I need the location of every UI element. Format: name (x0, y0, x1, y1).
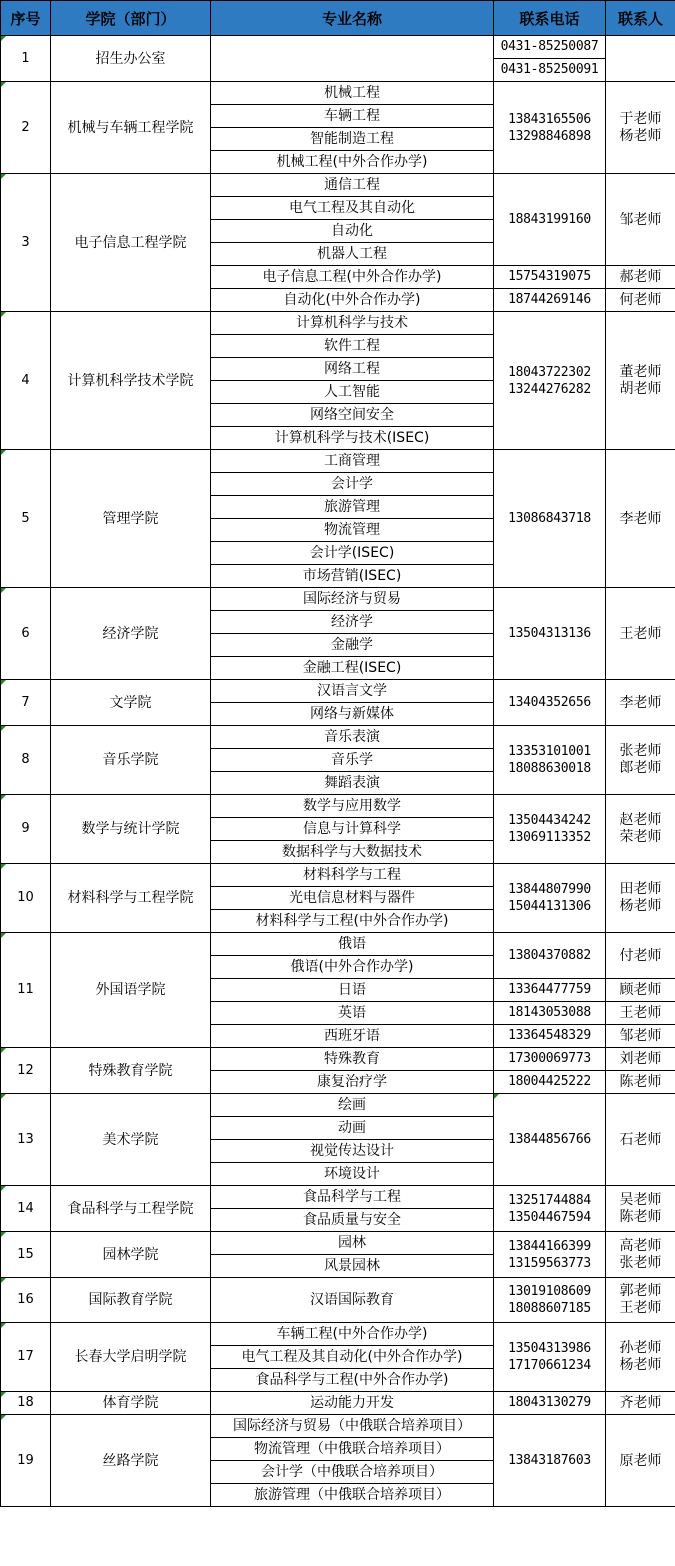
row-major: 电气工程及其自动化 (211, 197, 494, 220)
table-row (1, 1392, 675, 1415)
row-college: 数学与统计学院 (51, 795, 211, 864)
row-index: 7 (1, 680, 51, 726)
row-major: 风景园林 (211, 1255, 494, 1278)
row-college: 外国语学院 (51, 933, 211, 1048)
header-contact: 联系人 (606, 1, 675, 36)
row-major: 工商管理 (211, 450, 494, 473)
row-college: 音乐学院 (51, 726, 211, 795)
row-index: 12 (1, 1048, 51, 1094)
row-index: 10 (1, 864, 51, 933)
row-major: 车辆工程(中外合作办学) (211, 1323, 494, 1346)
row-major: 日语 (211, 979, 494, 1002)
row-phone: 18088630018 (508, 761, 591, 776)
table-row (1, 1186, 675, 1209)
row-major: 会计学(ISEC) (211, 542, 494, 565)
row-major: 智能制造工程 (211, 128, 494, 151)
row-index: 3 (1, 174, 51, 312)
row-contact: 何老师 (606, 289, 675, 312)
row-contact: 顾老师 (606, 979, 675, 1002)
row-phone: 13364477759 (494, 979, 606, 1002)
table-row (1, 312, 675, 335)
row-index: 15 (1, 1232, 51, 1278)
row-phone: 13404352656 (494, 680, 606, 726)
row-contact: 邹老师 (606, 1025, 675, 1048)
row-phone: 13244276282 (508, 381, 591, 397)
row-major: 运动能力开发 (211, 1392, 494, 1415)
row-contact: 张老师 (619, 743, 662, 759)
row-phone: 13159563773 (508, 1255, 591, 1271)
table-row (1, 36, 675, 59)
row-contact-cell (606, 1186, 675, 1232)
row-contact: 王老师 (606, 1002, 675, 1025)
row-phone: 13086843718 (494, 450, 606, 588)
row-contact-cell (606, 864, 675, 933)
row-phone: 13504313136 (494, 588, 606, 680)
row-contact: 田老师 (619, 881, 662, 897)
row-phone-cell (494, 312, 606, 450)
row-college: 文学院 (51, 680, 211, 726)
row-index: 9 (1, 795, 51, 864)
row-contact: 陈老师 (606, 1071, 675, 1094)
row-index: 19 (1, 1415, 51, 1507)
row-major: 英语 (211, 1002, 494, 1025)
row-contact: 郝老师 (606, 266, 675, 289)
row-phone-cell (494, 864, 606, 933)
table-row (1, 1415, 675, 1438)
row-phone-cell (494, 82, 606, 174)
table-row (1, 1323, 675, 1346)
row-phone: 18143053088 (494, 1002, 606, 1025)
row-major: 机械工程(中外合作办学) (211, 151, 494, 174)
row-phone: 0431-85250087 (494, 36, 606, 59)
row-index: 2 (1, 82, 51, 174)
table-row (1, 82, 675, 105)
row-contact: 刘老师 (606, 1048, 675, 1071)
row-major: 视觉传达设计 (211, 1140, 494, 1163)
row-phone: 13504313986 (508, 1341, 591, 1356)
row-major: 国际经济与贸易 (211, 588, 494, 611)
row-major: 材料科学与工程(中外合作办学) (211, 910, 494, 933)
row-phone-cell (494, 1186, 606, 1232)
row-phone: 13844166399 (508, 1238, 591, 1254)
row-major: 汉语国际教育 (211, 1278, 494, 1323)
row-college: 管理学院 (51, 450, 211, 588)
row-college: 经济学院 (51, 588, 211, 680)
row-college: 机械与车辆工程学院 (51, 82, 211, 174)
row-major: 汉语言文学 (211, 680, 494, 703)
row-phone: 17170661234 (508, 1358, 591, 1373)
header-college: 学院（部门） (51, 1, 211, 36)
row-major: 机器人工程 (211, 243, 494, 266)
row-phone-cell (494, 795, 606, 864)
row-phone-cell (494, 726, 606, 795)
table-row (1, 680, 675, 703)
row-major: 特殊教育 (211, 1048, 494, 1071)
row-contact: 赵老师 (619, 812, 662, 828)
table-row (1, 174, 675, 197)
row-contact: 张老师 (619, 1254, 662, 1271)
row-major: 旅游管理 (211, 496, 494, 519)
row-contact: 李老师 (606, 680, 675, 726)
row-contact: 郭老师 (619, 1283, 662, 1299)
row-index: 17 (1, 1323, 51, 1392)
row-contact: 孙老师 (619, 1340, 662, 1356)
row-major: 金融学 (211, 634, 494, 657)
row-college: 招生办公室 (51, 36, 211, 82)
row-phone: 13843165506 (508, 111, 591, 127)
row-index: 16 (1, 1278, 51, 1323)
row-major: 国际经济与贸易（中俄联合培养项目） (211, 1415, 494, 1438)
row-major: 车辆工程 (211, 105, 494, 128)
row-college: 丝路学院 (51, 1415, 211, 1507)
table-row (1, 588, 675, 611)
row-phone: 13298846898 (508, 128, 591, 144)
row-contact: 于老师 (619, 110, 662, 127)
table-row (1, 1048, 675, 1071)
row-index: 4 (1, 312, 51, 450)
row-index: 1 (1, 36, 51, 82)
row-major: 会计学 (211, 473, 494, 496)
row-phone: 18043722302 (508, 364, 591, 380)
row-major: 俄语(中外合作办学) (211, 956, 494, 979)
row-contact: 付老师 (606, 933, 675, 979)
row-college: 计算机科学技术学院 (51, 312, 211, 450)
row-phone: 13844807990 (508, 882, 591, 897)
row-major: 材料科学与工程 (211, 864, 494, 887)
row-phone: 18744269146 (494, 289, 606, 312)
row-phone: 18004425222 (494, 1071, 606, 1094)
row-contact: 杨老师 (619, 1357, 662, 1373)
row-college: 电子信息工程学院 (51, 174, 211, 312)
row-phone: 13844856766 (494, 1094, 606, 1186)
row-major: 物流管理 (211, 519, 494, 542)
table-row (1, 450, 675, 473)
row-major: 信息与计算科学 (211, 818, 494, 841)
row-contact: 荣老师 (619, 829, 662, 845)
row-major: 软件工程 (211, 335, 494, 358)
row-major: 电气工程及其自动化(中外合作办学) (211, 1346, 494, 1369)
row-contact: 高老师 (619, 1237, 662, 1254)
row-contact: 胡老师 (619, 380, 662, 397)
row-phone: 18043130279 (494, 1392, 606, 1415)
row-major: 绘画 (211, 1094, 494, 1117)
row-major: 网络空间安全 (211, 404, 494, 427)
row-contact-cell (606, 312, 675, 450)
row-phone: 13504467594 (508, 1209, 591, 1225)
row-major: 金融工程(ISEC) (211, 657, 494, 680)
row-contact-cell (606, 726, 675, 795)
row-major: 舞蹈表演 (211, 772, 494, 795)
row-major: 物流管理（中俄联合培养项目） (211, 1438, 494, 1461)
row-major: 计算机科学与技术(ISEC) (211, 427, 494, 450)
row-contact: 王老师 (606, 588, 675, 680)
row-major: 康复治疗学 (211, 1071, 494, 1094)
row-major: 机械工程 (211, 82, 494, 105)
row-major-empty (211, 36, 494, 82)
row-contact-cell (606, 1278, 675, 1323)
row-major: 经济学 (211, 611, 494, 634)
row-contact: 邹老师 (606, 174, 675, 266)
row-phone-cell (494, 1278, 606, 1323)
row-major: 网络与新媒体 (211, 703, 494, 726)
row-major: 环境设计 (211, 1163, 494, 1186)
row-contact: 李老师 (606, 450, 675, 588)
row-major: 自动化(中外合作办学) (211, 289, 494, 312)
row-college: 园林学院 (51, 1232, 211, 1278)
row-index: 6 (1, 588, 51, 680)
row-major: 食品质量与安全 (211, 1209, 494, 1232)
row-phone: 15754319075 (494, 266, 606, 289)
row-major: 光电信息材料与器件 (211, 887, 494, 910)
row-index: 14 (1, 1186, 51, 1232)
row-major: 音乐学 (211, 749, 494, 772)
row-contact-cell (606, 82, 675, 174)
row-major: 网络工程 (211, 358, 494, 381)
table-header-row (1, 1, 675, 36)
row-phone: 13251744884 (508, 1192, 591, 1208)
row-major: 数据科学与大数据技术 (211, 841, 494, 864)
row-index: 5 (1, 450, 51, 588)
row-college: 国际教育学院 (51, 1278, 211, 1323)
row-index: 13 (1, 1094, 51, 1186)
row-phone: 13069113352 (508, 830, 591, 845)
row-major: 自动化 (211, 220, 494, 243)
row-major: 西班牙语 (211, 1025, 494, 1048)
header-phone: 联系电话 (494, 1, 606, 36)
row-major: 电子信息工程(中外合作办学) (211, 266, 494, 289)
row-phone: 13353101001 (508, 744, 591, 759)
row-major: 会计学（中俄联合培养项目） (211, 1461, 494, 1484)
row-index: 18 (1, 1392, 51, 1415)
row-contact-cell (606, 795, 675, 864)
table-row (1, 726, 675, 749)
row-contact: 石老师 (606, 1094, 675, 1186)
row-contact: 齐老师 (606, 1392, 675, 1415)
row-contact: 郎老师 (619, 760, 662, 776)
row-phone: 13504434242 (508, 813, 591, 828)
row-college: 美术学院 (51, 1094, 211, 1186)
row-contact: 陈老师 (619, 1208, 662, 1225)
row-phone: 13843187603 (494, 1415, 606, 1507)
row-major: 俄语 (211, 933, 494, 956)
row-index: 8 (1, 726, 51, 795)
row-contact: 杨老师 (619, 898, 662, 914)
row-contact: 杨老师 (619, 127, 662, 144)
row-phone: 13804370882 (494, 933, 606, 979)
row-contact: 原老师 (606, 1415, 675, 1507)
row-major: 数学与应用数学 (211, 795, 494, 818)
row-major: 通信工程 (211, 174, 494, 197)
table-row (1, 1278, 675, 1323)
row-college: 材料科学与工程学院 (51, 864, 211, 933)
row-major: 食品科学与工程(中外合作办学) (211, 1369, 494, 1392)
row-major: 音乐表演 (211, 726, 494, 749)
row-major: 人工智能 (211, 381, 494, 404)
row-contact-empty (606, 36, 675, 82)
row-major: 园林 (211, 1232, 494, 1255)
table-row (1, 864, 675, 887)
row-phone: 18088607185 (508, 1301, 591, 1316)
row-college: 体育学院 (51, 1392, 211, 1415)
row-major: 旅游管理（中俄联合培养项目） (211, 1484, 494, 1507)
row-contact: 吴老师 (619, 1191, 662, 1208)
row-phone: 13364548329 (494, 1025, 606, 1048)
row-phone: 18843199160 (494, 174, 606, 266)
table-row (1, 933, 675, 956)
row-phone: 0431-85250091 (494, 59, 606, 82)
row-major: 计算机科学与技术 (211, 312, 494, 335)
row-contact: 董老师 (619, 363, 662, 380)
row-contact: 王老师 (619, 1300, 662, 1316)
header-index: 序号 (1, 1, 51, 36)
row-college: 特殊教育学院 (51, 1048, 211, 1094)
row-phone-cell (494, 1323, 606, 1392)
row-phone: 15044131306 (508, 899, 591, 914)
row-major: 食品科学与工程 (211, 1186, 494, 1209)
row-index: 11 (1, 933, 51, 1048)
row-contact-cell (606, 1232, 675, 1278)
row-major: 动画 (211, 1117, 494, 1140)
header-major: 专业名称 (211, 1, 494, 36)
row-phone: 13019108609 (508, 1284, 591, 1299)
row-phone: 17300069773 (494, 1048, 606, 1071)
row-contact-cell (606, 1323, 675, 1392)
row-college: 长春大学启明学院 (51, 1323, 211, 1392)
table-row (1, 795, 675, 818)
table-row (1, 1094, 675, 1117)
table-row (1, 1232, 675, 1255)
row-major: 市场营销(ISEC) (211, 565, 494, 588)
row-phone-cell (494, 1232, 606, 1278)
row-college: 食品科学与工程学院 (51, 1186, 211, 1232)
